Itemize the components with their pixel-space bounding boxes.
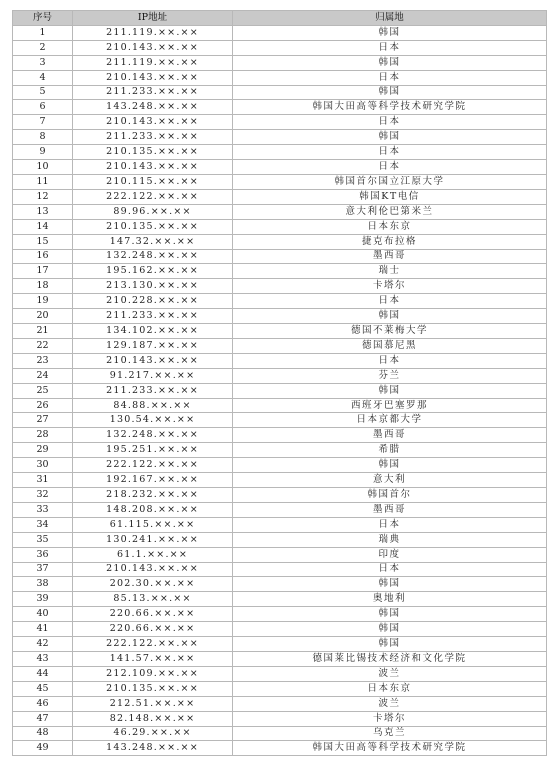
table-row bbox=[13, 234, 547, 249]
table-row bbox=[13, 443, 547, 458]
row-number: 34 bbox=[13, 517, 73, 532]
location: 日本 bbox=[233, 294, 547, 309]
row-number: 41 bbox=[13, 622, 73, 637]
row-number: 45 bbox=[13, 681, 73, 696]
row-number: 38 bbox=[13, 577, 73, 592]
location: 墨西哥 bbox=[233, 502, 547, 517]
location: 韩国KT电信 bbox=[233, 189, 547, 204]
row-number: 28 bbox=[13, 428, 73, 443]
table-row bbox=[13, 115, 547, 130]
table-row bbox=[13, 70, 547, 85]
row-number: 15 bbox=[13, 234, 73, 249]
row-number: 16 bbox=[13, 249, 73, 264]
table-row bbox=[13, 711, 547, 726]
table-row bbox=[13, 189, 547, 204]
table-row bbox=[13, 25, 547, 40]
row-number: 3 bbox=[13, 55, 73, 70]
ip-address: 132.248.××.×× bbox=[73, 428, 233, 443]
location: 日本 bbox=[233, 517, 547, 532]
location: 韩国 bbox=[233, 607, 547, 622]
table-header-row bbox=[13, 11, 547, 26]
ip-address: 148.208.××.×× bbox=[73, 502, 233, 517]
row-number: 6 bbox=[13, 100, 73, 115]
ip-address-table bbox=[12, 10, 547, 756]
header-location: 归属地 bbox=[233, 11, 547, 26]
ip-address: 220.66.××.×× bbox=[73, 607, 233, 622]
row-number: 47 bbox=[13, 711, 73, 726]
ip-address: 220.66.××.×× bbox=[73, 622, 233, 637]
ip-address: 132.248.××.×× bbox=[73, 249, 233, 264]
table-row bbox=[13, 532, 547, 547]
row-number: 42 bbox=[13, 637, 73, 652]
table-row bbox=[13, 55, 547, 70]
row-number: 46 bbox=[13, 696, 73, 711]
table-row bbox=[13, 681, 547, 696]
row-number: 10 bbox=[13, 160, 73, 175]
table-row bbox=[13, 741, 547, 756]
location: 捷克布拉格 bbox=[233, 234, 547, 249]
table-row bbox=[13, 562, 547, 577]
location: 日本 bbox=[233, 145, 547, 160]
location: 韩国首尔国立江原大学 bbox=[233, 174, 547, 189]
row-number: 35 bbox=[13, 532, 73, 547]
row-number: 21 bbox=[13, 324, 73, 339]
ip-address: 130.241.××.×× bbox=[73, 532, 233, 547]
row-number: 17 bbox=[13, 264, 73, 279]
ip-address: 89.96.××.×× bbox=[73, 204, 233, 219]
row-number: 8 bbox=[13, 130, 73, 145]
location: 韩国 bbox=[233, 577, 547, 592]
location: 卡塔尔 bbox=[233, 711, 547, 726]
location: 日本京都大学 bbox=[233, 413, 547, 428]
location: 日本 bbox=[233, 562, 547, 577]
table-row bbox=[13, 666, 547, 681]
ip-address: 192.167.××.×× bbox=[73, 473, 233, 488]
table-row bbox=[13, 249, 547, 264]
row-number: 33 bbox=[13, 502, 73, 517]
row-number: 12 bbox=[13, 189, 73, 204]
location: 墨西哥 bbox=[233, 249, 547, 264]
ip-address: 212.109.××.×× bbox=[73, 666, 233, 681]
row-number: 2 bbox=[13, 40, 73, 55]
location: 卡塔尔 bbox=[233, 279, 547, 294]
location: 日本 bbox=[233, 160, 547, 175]
row-number: 32 bbox=[13, 488, 73, 503]
location: 乌克兰 bbox=[233, 726, 547, 741]
location: 韩国大田高等科学技术研究学院 bbox=[233, 100, 547, 115]
location: 印度 bbox=[233, 547, 547, 562]
row-number: 39 bbox=[13, 592, 73, 607]
ip-address: 195.251.××.×× bbox=[73, 443, 233, 458]
table-row bbox=[13, 607, 547, 622]
ip-address: 85.13.××.×× bbox=[73, 592, 233, 607]
ip-address: 210.135.××.×× bbox=[73, 145, 233, 160]
row-number: 19 bbox=[13, 294, 73, 309]
location: 日本 bbox=[233, 353, 547, 368]
row-number: 23 bbox=[13, 353, 73, 368]
location: 韩国 bbox=[233, 458, 547, 473]
row-number: 5 bbox=[13, 85, 73, 100]
table-row bbox=[13, 398, 547, 413]
table-row bbox=[13, 368, 547, 383]
location: 意大利 bbox=[233, 473, 547, 488]
row-number: 4 bbox=[13, 70, 73, 85]
ip-address: 210.143.××.×× bbox=[73, 70, 233, 85]
ip-address: 211.233.××.×× bbox=[73, 85, 233, 100]
location: 德国慕尼黑 bbox=[233, 338, 547, 353]
location: 德国莱比锡技术经济和文化学院 bbox=[233, 651, 547, 666]
ip-address: 210.143.××.×× bbox=[73, 160, 233, 175]
table-row bbox=[13, 174, 547, 189]
location: 日本东京 bbox=[233, 219, 547, 234]
row-number: 13 bbox=[13, 204, 73, 219]
location: 西班牙巴塞罗那 bbox=[233, 398, 547, 413]
ip-address: 212.51.××.×× bbox=[73, 696, 233, 711]
table-row bbox=[13, 413, 547, 428]
ip-address: 202.30.××.×× bbox=[73, 577, 233, 592]
location: 韩国首尔 bbox=[233, 488, 547, 503]
row-number: 37 bbox=[13, 562, 73, 577]
table-row bbox=[13, 219, 547, 234]
table-row bbox=[13, 488, 547, 503]
table-row bbox=[13, 428, 547, 443]
ip-address: 143.248.××.×× bbox=[73, 100, 233, 115]
location: 奥地利 bbox=[233, 592, 547, 607]
row-number: 30 bbox=[13, 458, 73, 473]
ip-address: 82.148.××.×× bbox=[73, 711, 233, 726]
ip-address: 61.115.××.×× bbox=[73, 517, 233, 532]
ip-address: 211.119.××.×× bbox=[73, 55, 233, 70]
ip-address: 210.143.××.×× bbox=[73, 562, 233, 577]
location: 德国不莱梅大学 bbox=[233, 324, 547, 339]
ip-address: 91.217.××.×× bbox=[73, 368, 233, 383]
ip-address: 222.122.××.×× bbox=[73, 189, 233, 204]
ip-address: 213.130.××.×× bbox=[73, 279, 233, 294]
row-number: 36 bbox=[13, 547, 73, 562]
row-number: 31 bbox=[13, 473, 73, 488]
location: 瑞士 bbox=[233, 264, 547, 279]
row-number: 48 bbox=[13, 726, 73, 741]
row-number: 14 bbox=[13, 219, 73, 234]
ip-address: 211.233.××.×× bbox=[73, 383, 233, 398]
table-row bbox=[13, 264, 547, 279]
header-ip: IP地址 bbox=[73, 11, 233, 26]
location: 日本东京 bbox=[233, 681, 547, 696]
table-row bbox=[13, 651, 547, 666]
table-row bbox=[13, 294, 547, 309]
location: 韩国 bbox=[233, 130, 547, 145]
table-row bbox=[13, 40, 547, 55]
location: 瑞典 bbox=[233, 532, 547, 547]
ip-address: 129.187.××.×× bbox=[73, 338, 233, 353]
table-row bbox=[13, 279, 547, 294]
table-row bbox=[13, 637, 547, 652]
table-row bbox=[13, 577, 547, 592]
location: 韩国 bbox=[233, 622, 547, 637]
table-row bbox=[13, 324, 547, 339]
table-row bbox=[13, 502, 547, 517]
ip-address: 211.233.××.×× bbox=[73, 130, 233, 145]
row-number: 9 bbox=[13, 145, 73, 160]
location: 波兰 bbox=[233, 666, 547, 681]
ip-address: 195.162.××.×× bbox=[73, 264, 233, 279]
location: 韩国 bbox=[233, 637, 547, 652]
ip-address: 147.32.××.×× bbox=[73, 234, 233, 249]
table-row bbox=[13, 145, 547, 160]
ip-address: 134.102.××.×× bbox=[73, 324, 233, 339]
ip-address: 143.248.××.×× bbox=[73, 741, 233, 756]
row-number: 26 bbox=[13, 398, 73, 413]
table-row bbox=[13, 547, 547, 562]
table-row bbox=[13, 458, 547, 473]
ip-address: 210.143.××.×× bbox=[73, 353, 233, 368]
ip-address: 210.143.××.×× bbox=[73, 40, 233, 55]
row-number: 44 bbox=[13, 666, 73, 681]
table-row bbox=[13, 100, 547, 115]
location: 日本 bbox=[233, 115, 547, 130]
table-row bbox=[13, 85, 547, 100]
table-row bbox=[13, 160, 547, 175]
table-row bbox=[13, 383, 547, 398]
ip-address: 130.54.××.×× bbox=[73, 413, 233, 428]
location: 韩国 bbox=[233, 309, 547, 324]
ip-address: 210.228.××.×× bbox=[73, 294, 233, 309]
location: 韩国大田高等科学技术研究学院 bbox=[233, 741, 547, 756]
row-number: 22 bbox=[13, 338, 73, 353]
table-row bbox=[13, 309, 547, 324]
ip-address: 222.122.××.×× bbox=[73, 637, 233, 652]
row-number: 29 bbox=[13, 443, 73, 458]
ip-address: 211.119.××.×× bbox=[73, 25, 233, 40]
location: 意大利伦巴第米兰 bbox=[233, 204, 547, 219]
ip-address: 210.135.××.×× bbox=[73, 681, 233, 696]
row-number: 24 bbox=[13, 368, 73, 383]
table-row bbox=[13, 726, 547, 741]
table-row bbox=[13, 592, 547, 607]
location: 韩国 bbox=[233, 383, 547, 398]
ip-address: 218.232.××.×× bbox=[73, 488, 233, 503]
row-number: 18 bbox=[13, 279, 73, 294]
location: 墨西哥 bbox=[233, 428, 547, 443]
ip-address: 222.122.××.×× bbox=[73, 458, 233, 473]
ip-address: 84.88.××.×× bbox=[73, 398, 233, 413]
ip-address: 210.135.××.×× bbox=[73, 219, 233, 234]
ip-address: 210.115.××.×× bbox=[73, 174, 233, 189]
table-row bbox=[13, 338, 547, 353]
row-number: 20 bbox=[13, 309, 73, 324]
table-row bbox=[13, 473, 547, 488]
location: 韩国 bbox=[233, 85, 547, 100]
row-number: 49 bbox=[13, 741, 73, 756]
location: 日本 bbox=[233, 70, 547, 85]
header-no: 序号 bbox=[13, 11, 73, 26]
ip-address: 210.143.××.×× bbox=[73, 115, 233, 130]
ip-address: 61.1.××.×× bbox=[73, 547, 233, 562]
row-number: 27 bbox=[13, 413, 73, 428]
table-row bbox=[13, 696, 547, 711]
location: 芬兰 bbox=[233, 368, 547, 383]
table-row bbox=[13, 130, 547, 145]
location: 希腊 bbox=[233, 443, 547, 458]
ip-address: 211.233.××.×× bbox=[73, 309, 233, 324]
row-number: 1 bbox=[13, 25, 73, 40]
table-row bbox=[13, 353, 547, 368]
table-row bbox=[13, 622, 547, 637]
row-number: 11 bbox=[13, 174, 73, 189]
row-number: 7 bbox=[13, 115, 73, 130]
row-number: 43 bbox=[13, 651, 73, 666]
location: 韩国 bbox=[233, 55, 547, 70]
table-row bbox=[13, 517, 547, 532]
location: 韩国 bbox=[233, 25, 547, 40]
ip-address: 46.29.××.×× bbox=[73, 726, 233, 741]
location: 波兰 bbox=[233, 696, 547, 711]
table-row bbox=[13, 204, 547, 219]
row-number: 25 bbox=[13, 383, 73, 398]
location: 日本 bbox=[233, 40, 547, 55]
ip-address: 141.57.××.×× bbox=[73, 651, 233, 666]
row-number: 40 bbox=[13, 607, 73, 622]
